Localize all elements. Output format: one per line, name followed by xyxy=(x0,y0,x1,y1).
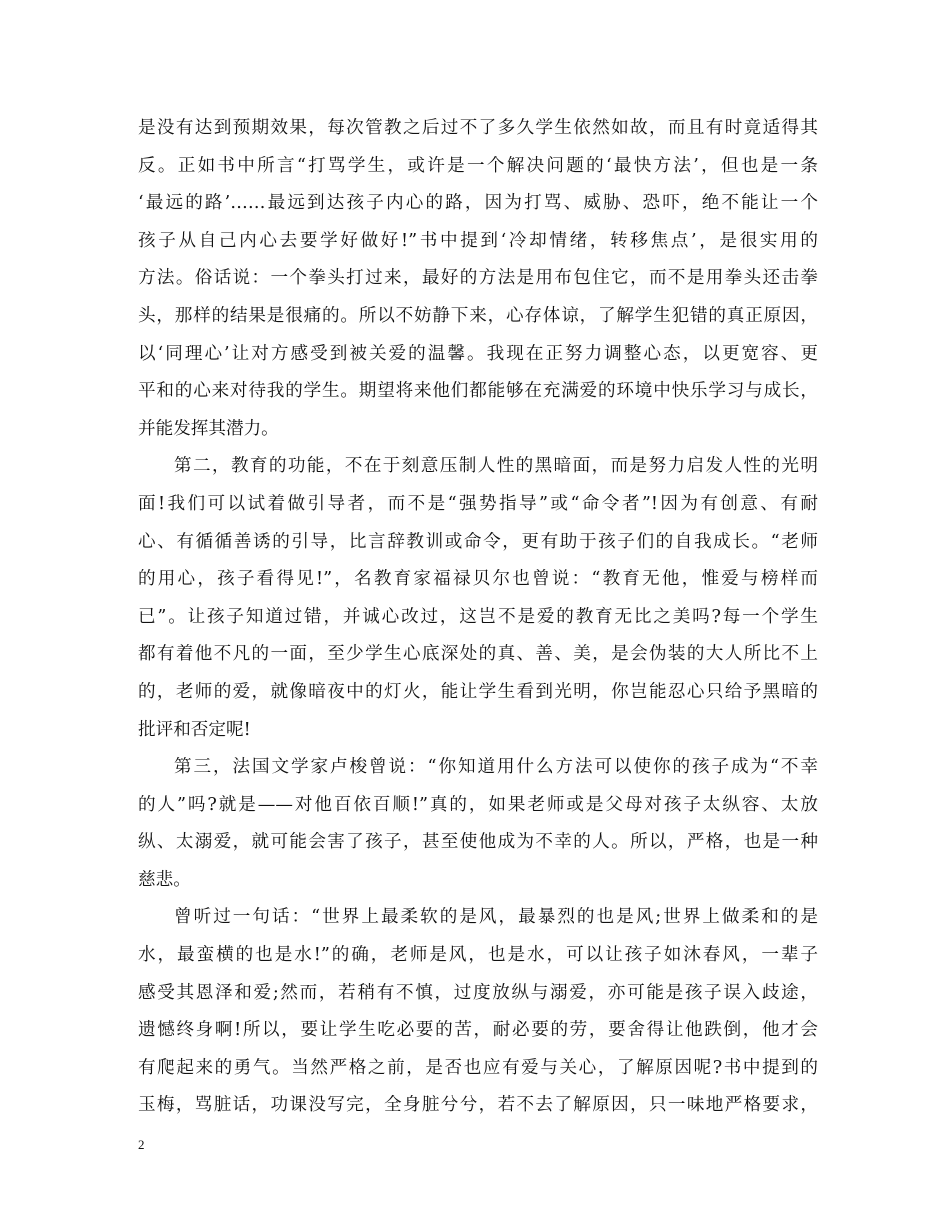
text-line: 曾听过一句话：“世界上最柔软的是风，最暴烈的也是风;世界上做柔和的是 xyxy=(174,907,818,928)
text-line: 心、有循循善诱的引导，比言辞教训或命令，更有助于孩子们的自我成长。“老师 xyxy=(138,531,818,552)
text-line: 遗憾终身啊!所以，要让学生吃必要的苦，耐必要的劳，要舍得让他跌倒，他才会 xyxy=(138,1020,818,1041)
text-line: 的人”吗?就是——对他百依百顺!”真的，如果老师或是父母对孩子太纵容、太放 xyxy=(138,794,818,815)
paragraph xyxy=(138,110,818,448)
page-number: 2 xyxy=(138,1137,145,1152)
text-line: 的，老师的爱，就像暗夜中的灯火，能让学生看到光明，你岂能忍心只给予黑暗的 xyxy=(138,681,818,702)
text-line: 水，最蛮横的也是水!”的确，老师是风，也是水，可以让孩子如沐春风，一辈子 xyxy=(138,945,818,966)
text-line: 都有着他不凡的一面，至少学生心底深处的真、善、美，是会伪装的大人所比不上 xyxy=(138,644,818,665)
text-line: 第二，教育的功能，不在于刻意压制人性的黑暗面，而是努力启发人性的光明 xyxy=(174,456,818,477)
text-line: 感受其恩泽和爱;然而，若稍有不慎，过度放纵与溺爱，亦可能是孩子误入歧途， xyxy=(138,982,818,1003)
text-line: 的用心，孩子看得见!”，名教育家福禄贝尔也曾说：“教育无他，惟爱与榜样而 xyxy=(138,569,818,590)
text-line: 并能发挥其潜力。 xyxy=(138,418,279,439)
paragraph xyxy=(138,448,818,749)
text-line: 已”。让孩子知道过错，并诚心改过，这岂不是爱的教育无比之美吗?每一个学生 xyxy=(138,606,818,627)
text-line: 玉梅，骂脏话，功课没写完，全身脏兮兮，若不去了解原因，只一味地严格要求， xyxy=(138,1095,818,1116)
text-line: 是没有达到预期效果，每次管教之后过不了多久学生依然如故，而且有时竟适得其 xyxy=(138,118,818,138)
text-line: 有爬起来的勇气。当然严格之前，是否也应有爱与关心，了解原因呢?书中提到的 xyxy=(138,1057,818,1078)
text-line: 纵、太溺爱，就可能会害了孩子，甚至使他成为不幸的人。所以，严格，也是一种 xyxy=(138,832,818,853)
text-line: 以‘同理心’让对方感受到被关爱的温馨。我现在正努力调整心态，以更宽容、更 xyxy=(138,343,818,364)
document-body xyxy=(138,110,818,1125)
text-line: 反。正如书中所言“打骂学生，或许是一个解决问题的‘最快方法’，但也是一条 xyxy=(138,155,818,176)
text-line: 第三，法国文学家卢梭曾说：“你知道用什么方法可以使你的孩子成为“不幸 xyxy=(174,757,818,778)
text-line: 头，那样的结果是很痛的。所以不妨静下来，心存体谅，了解学生犯错的真正原因， xyxy=(138,305,818,326)
text-line: 批评和否定呢! xyxy=(138,719,251,740)
text-line: 面!我们可以试着做引导者，而不是“强势指导”或“命令者”!因为有创意、有耐 xyxy=(138,493,818,514)
text-line: ‘最远的路’……最远到达孩子内心的路，因为打骂、威胁、恐吓，绝不能让一个 xyxy=(138,193,818,214)
text-line: 方法。俗话说：一个拳头打过来，最好的方法是用布包住它，而不是用拳头还击拳 xyxy=(138,268,818,289)
text-line: 平和的心来对待我的学生。期望将来他们都能够在充满爱的环境中快乐学习与成长， xyxy=(138,381,818,402)
text-line: 孩子从自己内心去要学好做好!”书中提到‘冷却情绪，转移焦点’，是很实用的 xyxy=(138,230,818,251)
paragraph xyxy=(138,899,818,1125)
paragraph xyxy=(138,749,818,899)
text-line: 慈悲。 xyxy=(138,869,191,890)
